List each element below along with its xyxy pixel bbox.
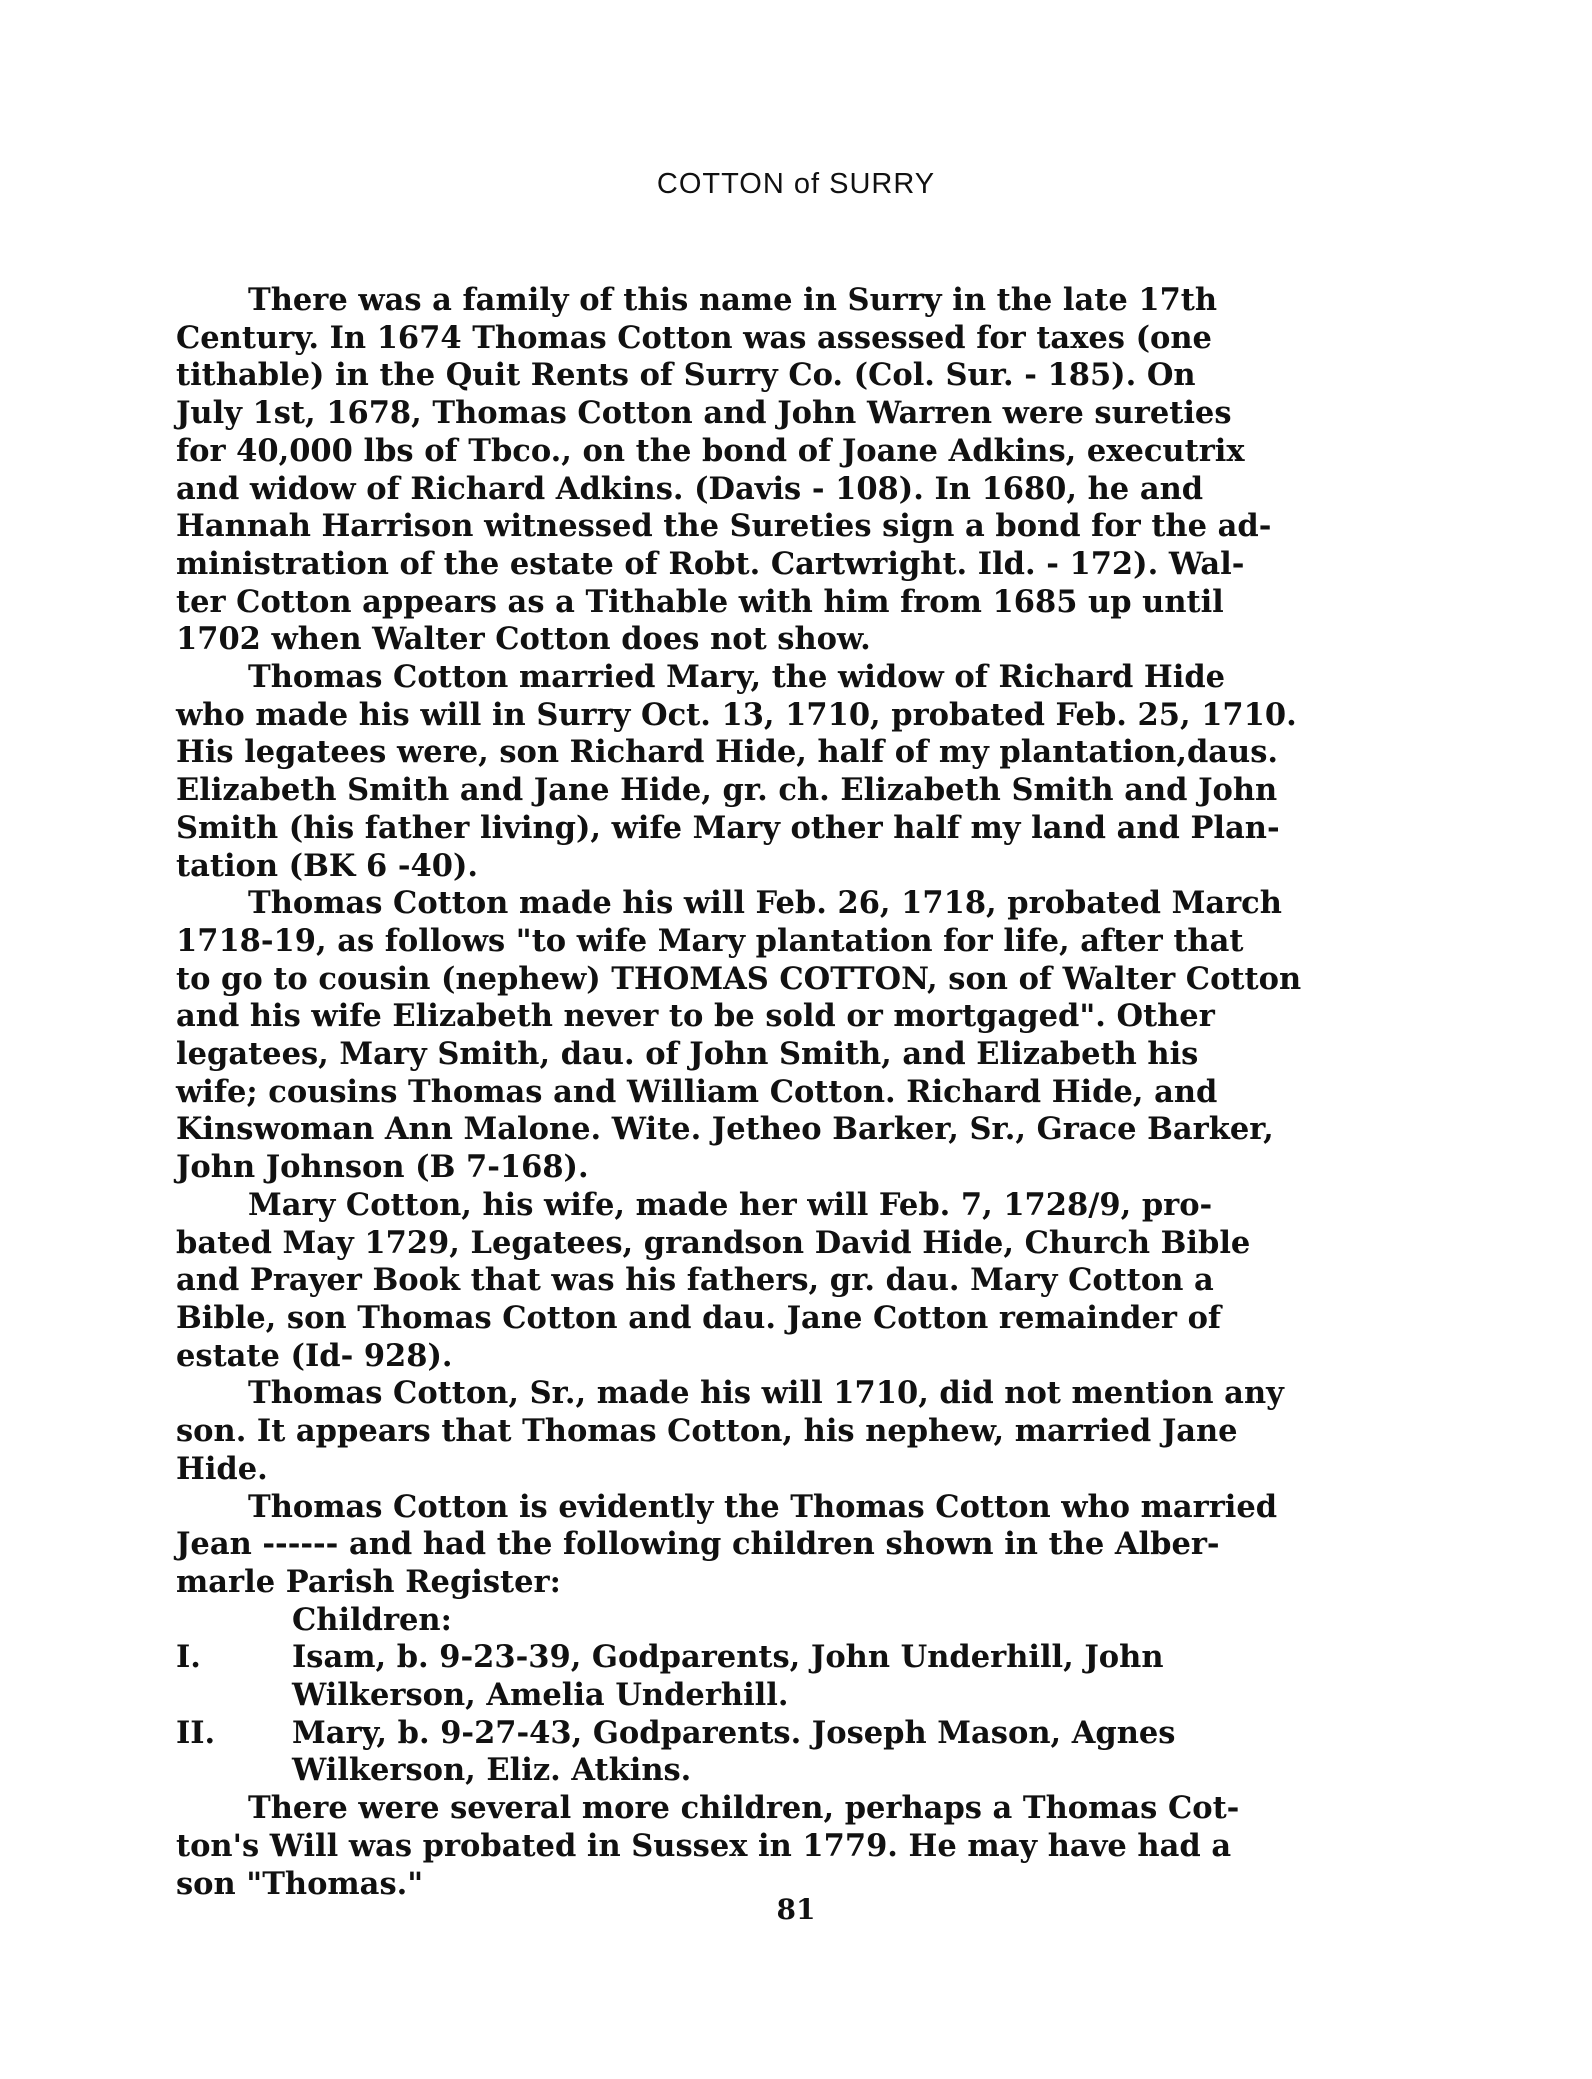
child-text xyxy=(292,1639,1164,1714)
text-line: Jean ------ and had the following children shown in the Alber- xyxy=(176,1526,1220,1563)
text-line: wife; cousins Thomas and William Cotton. Richard Hide, and xyxy=(176,1073,1218,1110)
text-line: son "Thomas." xyxy=(176,1865,424,1902)
children-heading: Children: xyxy=(292,1601,452,1638)
text-line: and widow of Richard Adkins. (Davis - 108). In 1680, he and xyxy=(176,470,1204,507)
text-line: ton's Will was probated in Sussex in 1779. He may have had a xyxy=(176,1827,1232,1864)
text-line: Mary, b. 9-27-43, Godparents. Joseph Mason, Agnes xyxy=(292,1714,1176,1751)
text-line: Bible, son Thomas Cotton and dau. Jane Cotton remainder of xyxy=(176,1299,1222,1336)
text-line: ministration of the estate of Robt. Cartwright. Ild. - 172). Wal- xyxy=(176,545,1245,582)
text-line: Hannah Harrison witnessed the Sureties sign a bond for the ad- xyxy=(176,508,1272,545)
text-line: estate (Id- 928). xyxy=(176,1337,453,1374)
text-line: His legatees were, son Richard Hide, half of my plantation,daus. xyxy=(176,734,1278,771)
text-line: 1718-19, as follows "to wife Mary plantation for life, after that xyxy=(176,922,1244,959)
text-line: Wilkerson, Eliz. Atkins. xyxy=(292,1752,692,1789)
text-line: Thomas Cotton, Sr., made his will 1710, did not mention any xyxy=(248,1375,1284,1412)
text-line: Kinswoman Ann Malone. Wite. Jetheo Barker, Sr., Grace Barker, xyxy=(176,1111,1274,1148)
text-line: Thomas Cotton married Mary, the widow of Richard Hide xyxy=(248,659,1226,696)
text-line: legatees, Mary Smith, dau. of John Smith, and Elizabeth his xyxy=(176,1036,1199,1073)
text-line: and Prayer Book that was his fathers, gr. dau. Mary Cotton a xyxy=(176,1262,1214,1299)
text-line: Century. In 1674 Thomas Cotton was assessed for taxes (one xyxy=(176,319,1212,356)
child-numeral: II. xyxy=(176,1714,216,1751)
text-line: Thomas Cotton made his will Feb. 26, 1718, probated March xyxy=(248,885,1282,922)
text-line: who made his will in Surry Oct. 13, 1710, probated Feb. 25, 1710. xyxy=(176,696,1297,733)
text-line: son. It appears that Thomas Cotton, his nephew, married Jane xyxy=(176,1413,1238,1450)
text-line: There were several more children, perhaps a Thomas Cot- xyxy=(248,1790,1240,1827)
paragraph-2 xyxy=(176,659,1476,885)
page-number: 81 xyxy=(776,1893,816,1926)
text-line: for 40,000 lbs of Tbco., on the bond of Joane Adkins, executrix xyxy=(176,432,1245,469)
paragraph-1 xyxy=(176,282,1476,659)
child-entry xyxy=(176,1715,1476,1790)
paragraph-5 xyxy=(176,1375,1476,1488)
text-line: tithable) in the Quit Rents of Surry Co. (Col. Sur. - 185). On xyxy=(176,357,1196,394)
child-numeral: I. xyxy=(176,1639,201,1676)
text-line: Hide. xyxy=(176,1450,268,1487)
body-text xyxy=(176,282,1476,1903)
text-line: to go to cousin (nephew) THOMAS COTTON, son of Walter Cotton xyxy=(176,960,1302,997)
text-line: bated May 1729, Legatees, grandson David Hide, Church Bible xyxy=(176,1224,1251,1261)
child-entry xyxy=(176,1639,1476,1714)
text-line: Isam, b. 9-23-39, Godparents, John Underhill, John xyxy=(292,1639,1164,1676)
text-line: Wilkerson, Amelia Underhill. xyxy=(292,1677,789,1714)
children-list xyxy=(176,1602,1476,1791)
text-line: John Johnson (B 7-168). xyxy=(176,1149,589,1186)
text-line: Mary Cotton, his wife, made her will Feb. 7, 1728/9, pro- xyxy=(248,1186,1213,1223)
paragraph-4 xyxy=(176,1187,1476,1376)
text-line: Smith (his father living), wife Mary other half my land and Plan- xyxy=(176,809,1280,846)
text-line: Thomas Cotton is evidently the Thomas Cotton who married xyxy=(248,1488,1278,1525)
paragraph-3 xyxy=(176,885,1476,1187)
text-line: ter Cotton appears as a Tithable with him from 1685 up until xyxy=(176,583,1224,620)
text-line: tation (BK 6 -40). xyxy=(176,847,478,884)
text-line: Elizabeth Smith and Jane Hide, gr. ch. Elizabeth Smith and John xyxy=(176,772,1278,809)
text-line: 1702 when Walter Cotton does not show. xyxy=(176,621,871,658)
text-line: and his wife Elizabeth never to be sold or mortgaged". Other xyxy=(176,998,1215,1035)
page-title: COTTON of SURRY xyxy=(656,168,936,200)
closing-paragraph xyxy=(176,1790,1476,1903)
paragraph-6 xyxy=(176,1489,1476,1602)
child-text xyxy=(292,1715,1175,1790)
text-line: There was a family of this name in Surry in the late 17th xyxy=(248,282,1218,318)
text-line: marle Parish Register: xyxy=(176,1563,561,1600)
text-line: July 1st, 1678, Thomas Cotton and John Warren were sureties xyxy=(176,395,1232,432)
